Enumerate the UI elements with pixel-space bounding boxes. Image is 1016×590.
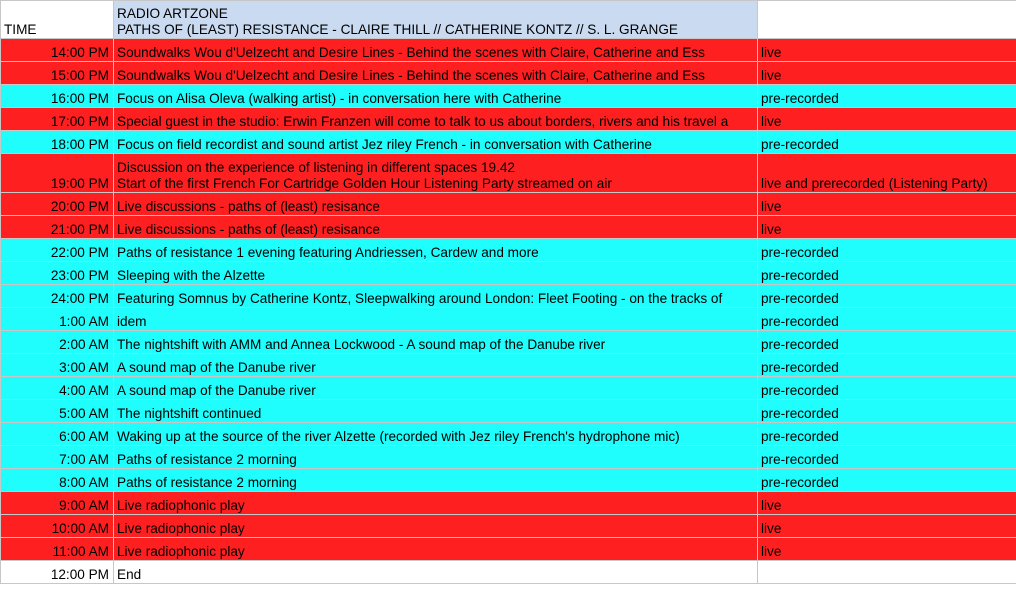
program-cell[interactable] <box>114 561 758 584</box>
program-text: Live radiophonic play <box>117 544 245 559</box>
table-row <box>1 354 1016 377</box>
program-text-line1: Discussion on the experience of listening in different spaces 19.42 <box>117 160 515 175</box>
time-cell[interactable]: 12:00 PM <box>1 561 114 584</box>
table-row <box>1 515 1016 538</box>
time-cell[interactable]: 24:00 PM <box>1 285 114 308</box>
program-text: A sound map of the Danube river <box>117 360 316 375</box>
broadcast-type-cell[interactable]: live <box>758 62 1016 85</box>
table-row <box>1 85 1016 108</box>
program-cell[interactable] <box>114 400 758 423</box>
program-text: Waking up at the source of the river Alzette (recorded with Jez riley French's hydrophone mic) <box>117 429 680 444</box>
program-cell[interactable] <box>114 354 758 377</box>
time-cell[interactable]: 17:00 PM <box>1 108 114 131</box>
program-text: Paths of resistance 1 evening featuring Andriessen, Cardew and more <box>117 245 539 260</box>
program-cell[interactable] <box>114 285 758 308</box>
program-text: A sound map of the Danube river <box>117 383 316 398</box>
table-row <box>1 39 1016 62</box>
program-text: Live radiophonic play <box>117 498 245 513</box>
program-text: Live radiophonic play <box>117 521 245 536</box>
program-text: Live discussions - paths of (least) resisance <box>117 199 380 214</box>
broadcast-type-cell[interactable]: pre-recorded <box>758 469 1016 492</box>
broadcast-type-cell[interactable]: pre-recorded <box>758 331 1016 354</box>
program-text: Sleeping with the Alzette <box>117 268 266 283</box>
program-cell[interactable] <box>114 39 758 62</box>
table-row <box>1 131 1016 154</box>
broadcast-type-cell[interactable]: pre-recorded <box>758 446 1016 469</box>
header-type-cell[interactable] <box>758 1 1016 39</box>
program-cell[interactable] <box>114 377 758 400</box>
table-row <box>1 446 1016 469</box>
program-text: The nightshift with AMM and Annea Lockwood - A sound map of the Danube river <box>117 337 606 352</box>
time-cell[interactable]: 6:00 AM <box>1 423 114 446</box>
table-row <box>1 193 1016 216</box>
time-cell[interactable]: 21:00 PM <box>1 216 114 239</box>
broadcast-type-cell[interactable]: pre-recorded <box>758 285 1016 308</box>
table-row <box>1 108 1016 131</box>
table-row <box>1 285 1016 308</box>
time-cell[interactable]: 15:00 PM <box>1 62 114 85</box>
time-cell[interactable]: 2:00 AM <box>1 331 114 354</box>
header-time-cell[interactable] <box>1 1 114 39</box>
broadcast-type-cell[interactable]: pre-recorded <box>758 423 1016 446</box>
table-row <box>1 239 1016 262</box>
table-row <box>1 538 1016 561</box>
broadcast-type-cell[interactable]: live <box>758 216 1016 239</box>
program-text: The nightshift continued <box>117 406 262 421</box>
broadcast-type-cell[interactable] <box>758 561 1016 584</box>
time-cell[interactable]: 5:00 AM <box>1 400 114 423</box>
broadcast-type-cell[interactable]: pre-recorded <box>758 262 1016 285</box>
time-cell[interactable]: 18:00 PM <box>1 131 114 154</box>
table-row <box>1 561 1016 584</box>
broadcast-type-cell[interactable]: live <box>758 515 1016 538</box>
sheet-body <box>1 1 1016 584</box>
program-cell[interactable] <box>114 193 758 216</box>
broadcast-type-cell[interactable]: pre-recorded <box>758 85 1016 108</box>
broadcast-type-cell[interactable]: live and prerecorded (Listening Party) <box>758 154 1016 193</box>
program-text: Paths of resistance 2 morning <box>117 475 297 490</box>
program-cell[interactable] <box>114 85 758 108</box>
program-text: idem <box>117 314 147 329</box>
program-text: Paths of resistance 2 morning <box>117 452 297 467</box>
program-cell[interactable] <box>114 538 758 561</box>
program-text: Focus on Alisa Oleva (walking artist) - in conversation here with Catherine <box>117 91 562 106</box>
table-row <box>1 216 1016 239</box>
time-cell[interactable]: 3:00 AM <box>1 354 114 377</box>
time-cell[interactable]: 1:00 AM <box>1 308 114 331</box>
table-row <box>1 377 1016 400</box>
table-row <box>1 62 1016 85</box>
program-text: Special guest in the studio: Erwin Franzen will come to talk to us about borders, rivers and his travel a <box>117 114 729 129</box>
table-row <box>1 423 1016 446</box>
time-cell[interactable]: 19:00 PM <box>1 154 114 193</box>
header-row <box>1 1 1016 39</box>
time-column-header: TIME <box>4 22 37 37</box>
program-cell[interactable] <box>114 262 758 285</box>
time-cell[interactable]: 9:00 AM <box>1 492 114 515</box>
time-cell[interactable]: 22:00 PM <box>1 239 114 262</box>
program-cell[interactable] <box>114 239 758 262</box>
station-name: RADIO ARTZONE <box>117 6 228 21</box>
table-row <box>1 154 1016 193</box>
program-text: End <box>117 567 142 582</box>
table-row <box>1 469 1016 492</box>
time-cell[interactable]: 4:00 AM <box>1 377 114 400</box>
program-cell[interactable] <box>114 469 758 492</box>
broadcast-type-cell[interactable]: pre-recorded <box>758 400 1016 423</box>
program-text: Featuring Somnus by Catherine Kontz, Sleepwalking around London: Fleet Footing - on the tracks of <box>117 291 723 306</box>
program-cell[interactable] <box>114 308 758 331</box>
broadcast-type-cell[interactable]: live <box>758 538 1016 561</box>
program-cell[interactable] <box>114 216 758 239</box>
time-cell[interactable]: 14:00 PM <box>1 39 114 62</box>
time-cell[interactable]: 11:00 AM <box>1 538 114 561</box>
table-row <box>1 331 1016 354</box>
program-text: Start of the first French For Cartridge Golden Hour Listening Party streamed on air <box>117 176 612 191</box>
broadcast-type-cell[interactable]: live <box>758 193 1016 216</box>
program-cell[interactable] <box>114 108 758 131</box>
program-text: Soundwalks Wou d'Uelzecht and Desire Lines - Behind the scenes with Claire, Catherine and Ess <box>117 68 705 83</box>
table-row <box>1 492 1016 515</box>
broadcast-type-cell[interactable]: pre-recorded <box>758 308 1016 331</box>
broadcast-type-cell[interactable]: pre-recorded <box>758 131 1016 154</box>
broadcast-type-cell[interactable]: live <box>758 492 1016 515</box>
table-row <box>1 308 1016 331</box>
broadcast-type-cell[interactable]: pre-recorded <box>758 354 1016 377</box>
program-text: Soundwalks Wou d'Uelzecht and Desire Lines - Behind the scenes with Claire, Catherine and Ess <box>117 45 705 60</box>
program-cell[interactable] <box>114 446 758 469</box>
program-cell[interactable] <box>114 62 758 85</box>
program-title: PATHS OF (LEAST) RESISTANCE - CLAIRE THILL // CATHERINE KONTZ // S. L. GRANGE <box>117 22 678 37</box>
header-title-cell[interactable] <box>114 1 758 39</box>
program-cell[interactable] <box>114 423 758 446</box>
program-cell[interactable] <box>114 154 758 193</box>
time-cell[interactable]: 7:00 AM <box>1 446 114 469</box>
broadcast-type-cell[interactable]: pre-recorded <box>758 377 1016 400</box>
program-cell[interactable] <box>114 131 758 154</box>
time-cell[interactable]: 23:00 PM <box>1 262 114 285</box>
program-text: Focus on field recordist and sound artist Jez riley French - in conversation with Catherine <box>117 137 652 152</box>
time-cell[interactable]: 8:00 AM <box>1 469 114 492</box>
program-cell[interactable] <box>114 515 758 538</box>
program-text: Live discussions - paths of (least) resisance <box>117 222 380 237</box>
time-cell[interactable]: 16:00 PM <box>1 85 114 108</box>
time-cell[interactable]: 20:00 PM <box>1 193 114 216</box>
broadcast-type-cell[interactable]: live <box>758 39 1016 62</box>
broadcast-type-cell[interactable]: pre-recorded <box>758 239 1016 262</box>
table-row <box>1 400 1016 423</box>
program-cell[interactable] <box>114 492 758 515</box>
table-row <box>1 262 1016 285</box>
broadcast-type-cell[interactable]: live <box>758 108 1016 131</box>
time-cell[interactable]: 10:00 AM <box>1 515 114 538</box>
program-cell[interactable] <box>114 331 758 354</box>
